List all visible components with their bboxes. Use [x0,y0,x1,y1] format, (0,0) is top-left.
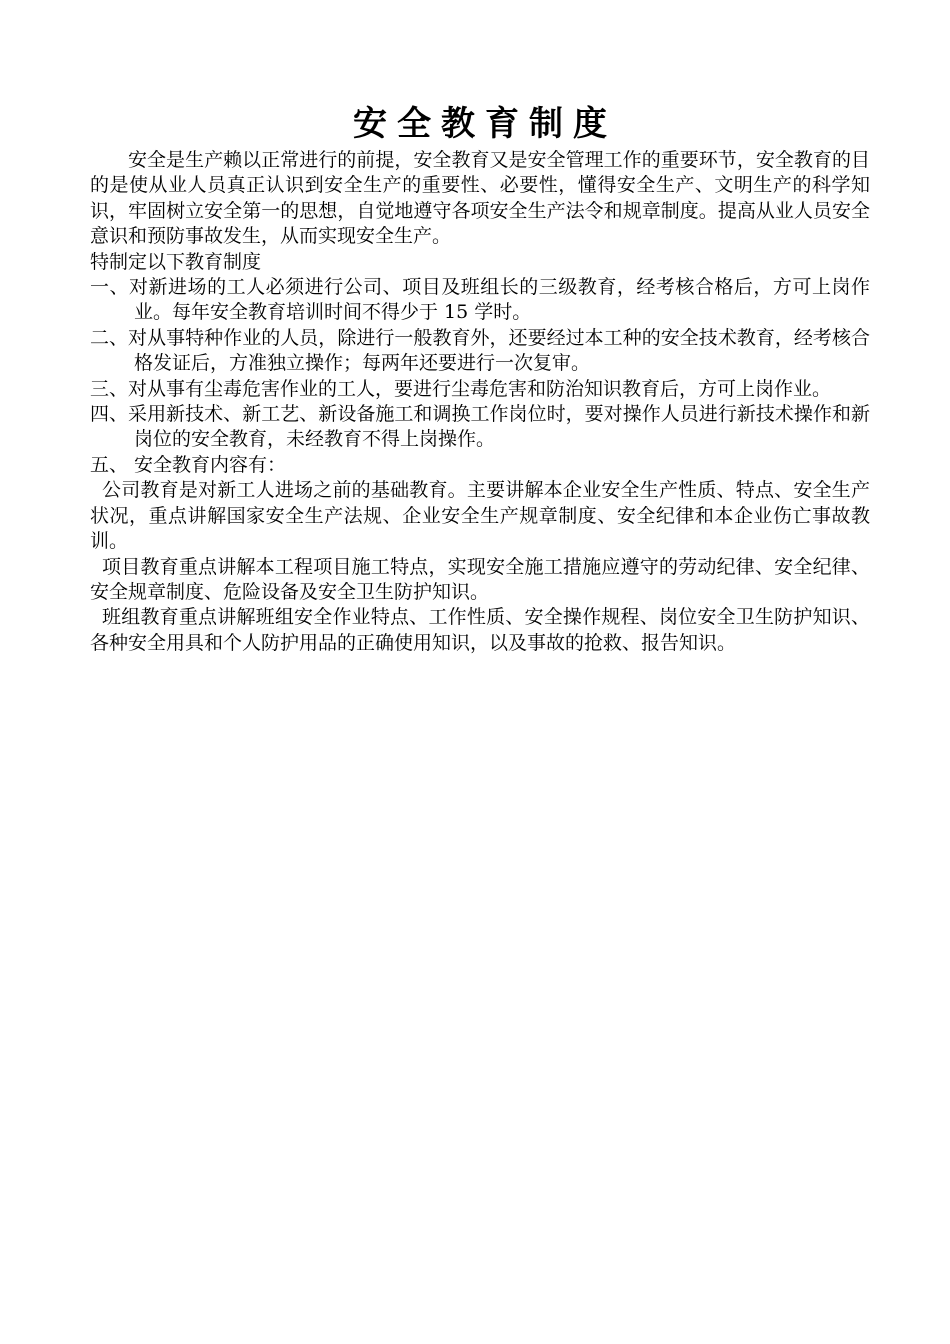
rule-item-1: 一、对新进场的工人必须进行公司、项目及班组长的三级教育，经考核合格后，方可上岗作业。每年安全教育培训时间不得少于 15 学时。 [90,276,870,324]
rule-item-4: 四、采用新技术、新工艺、新设备施工和调换工作岗位时，要对操作人员进行新技术操作和新岗位的安全教育，未经教育不得上岗操作。 [90,403,870,451]
rule-item-5: 五、 安全教育内容有： [90,453,287,476]
rule-item-3: 三、对从事有尘毒危害作业的工人，要进行尘毒危害和防治知识教育后，方可上岗作业。 [90,377,832,400]
intro-tail: 特制定以下教育制度 [90,250,262,273]
document-title: 安全教育制度 [353,104,617,144]
intro-paragraph: 安全是生产赖以正常进行的前提，安全教育又是安全管理工作的重要环节，安全教育的目的是使从业人员真正认识到安全生产的重要性、必要性，懂得安全生产、文明生产的科学知识，牢固树立安全第一的思想，自觉地遵守各项安全生产法令和规章制度。提高从业人员安全意识和预防事故发生，从而实现安全生产。 [90,149,870,248]
project-education-paragraph: 项目教育重点讲解本工程项目施工特点，实现安全施工措施应遵守的劳动纪律、安全纪律、安全规章制度、危险设备及安全卫生防护知识。 [90,555,870,603]
document-page [90,100,870,656]
rule-item-2: 二、对从事特种作业的人员，除进行一般教育外，还要经过本工种的安全技术教育，经考核合格发证后，方准独立操作；每两年还要进行一次复审。 [90,326,870,375]
team-education-paragraph: 班组教育重点讲解班组安全作业特点、工作性质、安全操作规程、岗位安全卫生防护知识、各种安全用具和个人防护用品的正确使用知识，以及事故的抢救、报告知识。 [90,606,870,654]
company-education-paragraph: 公司教育是对新工人进场之前的基础教育。主要讲解本企业安全生产性质、特点、安全生产状况，重点讲解国家安全生产法规、企业安全生产规章制度、安全纪律和本企业伤亡事故教训。 [90,479,870,553]
